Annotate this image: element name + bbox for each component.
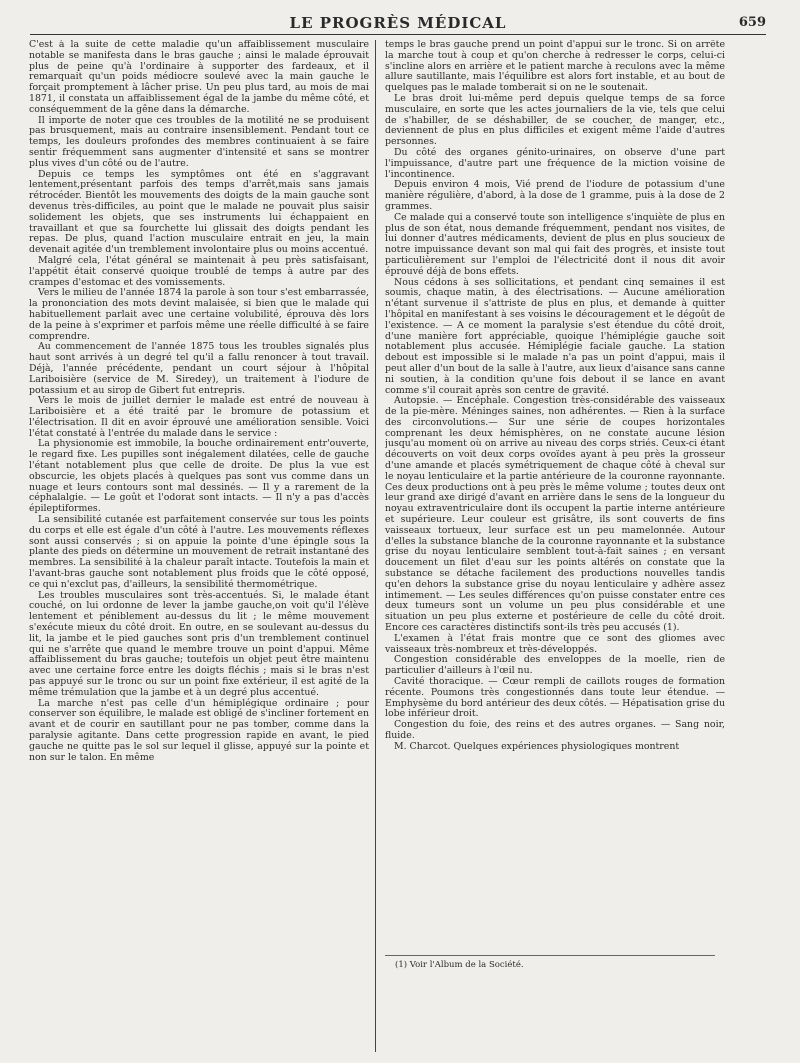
column-divider [375,40,376,1052]
paragraph: La sensibilité cutanée est parfaitement conservée sur tous les points du corps et elle est égale d'un côté à l'autre. Les mouvements réflexes sont aussi conservés ; si on appuie la pointe d'une épingle sous la plante des pieds on détermine un mouvement de retrait instantané des membres. La sensibilité à la chaleur paraît intacte. Toutefois la main et l'avant-bras gauche sont notablement plus froids que le côté opposé, ce qui n'exclut pas, d'ailleurs, la sensibilité thermométrique. [29,514,369,590]
paragraph: Nous cédons à ses sollicitations, et pendant cinq semaines il est soumis, chaque matin, à des électrisations. — Aucune amélioration n'étant survenue il s'attriste de plus en plus, et demande à quitter l'hôpital en manifestant à ses voisins le découragement et le dégoût de l'existence. — A ce moment la paralysie s'est étendue du côté droit, d'une manière fort appréciable, quoique l'hémiplégie gauche soit notablement plus accusée. Hémiplégie faciale gauche. La station debout est impossible si le malade n'a pas un point d'appui, mais il peut aller d'un bout de la salle à l'autre, aux lieux d'aisance sans canne ni soutien, à la condition qu'une fois debout il se lance en avant comme s'il courait après son centre de gravité. [385,276,725,396]
paragraph: Autopsie. — Encéphale. Congestion très-considérable des vaisseaux de la pie-mère. Méninges saines, non adhérentes. — Rien à la surface des circonvolutions.— Sur une série de coupes horizontales comprenant les deux hémisphères, on ne constate aucune lésion jusqu'au moment où on arrive au niveau des corps striés. Ceux-ci étant découverts on voit deux corps ovoïdes ayant à peu près la grosseur d'une amande et placés symétriquement de chaque côté à cheval sur le noyau lenticulaire et la partie antérieure de la couronne rayonnante. Ces deux productions ont à peu près le même volume ; toutes deux ont leur grand axe dirigé d'avant en arrière dans le sens de la longueur du noyau extraventriculaire dont ils occupent la partie interne antérieure et supérieure. Leur couleur est grisâtre, ils sont couverts de fins vaisseaux tortueux, leur surface est un peu mamelonnée. Autour d'elles la substance blanche de la couronne rayonnante et la substance grise du noyau lenticulaire semblent tout-à-fait saines ; en versant doucement un filet d'eau sur les points altérés on constate que la substance se détache facilement des productions nouvelles tandis qu'en dehors la substance grise du noyau lenticulaire y adhère assez intimement. — Les seules différences qu'on puisse constater entre ces deux tumeurs sont un volume un peu plus considérable et une situation un peu plus externe et postérieure de celle du côté droit. Encore ces caractères distinctifs sont-ils très peu accusés (1). [385,395,725,634]
paragraph: Le bras droit lui-même perd depuis quelque temps de sa force musculaire, en sorte que les actes journaliers de la vie, tels que celui de s'habiller, de se déshabiller, de se coucher, de manger, etc., deviennent de plus en plus difficiles et exigent même l'aide d'autres personnes. [385,92,725,148]
footnote: (1) Voir l'Album de la Société. [395,960,524,970]
paragraph: La physionomie est immobile, la bouche ordinairement entr'ouverte, le regard fixe. Les pupilles sont inégalement dilatées, celle de gauche l'étant notablement plus que celle de droite. De plus la vue est obscurcie, les objets placés à quelques pas sont vus comme dans un nuage et leurs contours sont mal dessinés. — Il y a rarement de la céphalalgie. — Le goût et l'odorat sont intacts. — Il n'y a pas d'accès épileptiformes. [29,438,369,515]
paragraph: Vers le milieu de l'année 1874 la parole à son tour s'est embarrassée, la prononciation des mots devint malaisée, si bien que le malade qui habituellement parlait avec une certaine volubilité, éprouva dès lors de la peine à s'exprimer et parfois même une réelle difficulté à se faire comprendre. [29,287,369,342]
paragraph: La marche n'est pas celle d'un hémiplégique ordinaire ; pour conserver son équilibre, le malade est obligé de s'incliner fortement en avant et de courir en sautillant pour ne pas tomber, comme dans la paralysie agitante. Dans cette progression rapide en avant, le pied gauche ne quitte pas le sol sur lequel il glisse, appuyé sur la pointe et non sur le talon. En même [29,697,369,763]
paragraph: Au commencement de l'année 1875 tous les troubles signalés plus haut sont arrivés à un degré tel qu'il a fallu renoncer à tout travail. Déjà, l'année précédente, pendant un court séjour à l'hôpital Lariboisière (service de M. Siredey), un traitement à l'iodure de potassium et au sirop de Gibert fut entrepris. [29,341,369,396]
paragraph: L'examen à l'état frais montre que ce sont des gliomes avec vaisseaux très-nombreux et très-développés. [385,632,725,655]
paragraph: Cavité thoracique. — Cœur rempli de caillots rouges de formation récente. Poumons très congestionnés dans toute leur étendue. — Emphysème du bord antérieur des deux côtés. — Hépatisation grise du lobe inférieur droit. [385,676,725,720]
footnote-rule [385,955,715,956]
paragraph: Il importe de noter que ces troubles de la motilité ne se produisent pas brusquement, mais au contraire insensiblement. Pendant tout ce temps, les douleurs profondes des membres continuaient à se faire sentir fréquemment sans augmenter d'intensité et sans se montrer plus vives d'un côté ou de l'autre. [29,114,369,169]
paragraph: Du côté des organes génito-urinaires, on observe d'une part l'impuissance, d'autre part une fréquence de la miction voisine de l'incontinence. [385,146,725,180]
paragraph: Les troubles musculaires sont très-accentués. Si, le malade étant couché, on lui ordonne de lever la jambe gauche,on voit qu'il l'élève lentement et péniblement au-dessus du lit ; le même mouvement s'exécute mieux du côté droit. En outre, en se soulevant au-dessus du lit, la jambe et le pied gauches sont pris d'un tremblement continuel qui ne s'arrête que quand le membre trouve un point d'appui. Même affaiblissement du bras gauche; toutefois un objet peut être maintenu avec une certaine force entre les doigts fléchis ; mais si le bras n'est pas appuyé sur le tronc ou sur un point fixe extérieur, il est agité de la même trémulation que la jambe et à un degré plus accentué. [29,589,369,698]
page-number: 659 [738,15,766,30]
page-header [30,12,766,35]
left-column [29,40,369,1062]
paragraph: Congestion du foie, des reins et des autres organes. — Sang noir, fluide. [385,719,725,741]
paragraph: Ce malade qui a conservé toute son intelligence s'inquiète de plus en plus de son état, nous demande fréquemment, pendant nos visites, de lui donner d'autres médicaments, devient de plus en plus soucieux de notre impuissance devant son mal qui fait des progrès, et insiste tout particulièrement sur l'emploi de l'électricité dont il nous dit avoir éprouvé déjà de bons effets. [385,211,725,277]
paragraph: Vers le mois de juillet dernier le malade est entré de nouveau à Lariboisière et a été traité par le bromure de potassium et l'électrisation. Il dit en avoir éprouvé une amélioration sensible. Voici l'état constaté à l'entrée du malade dans le service : [29,395,369,439]
paragraph: M. Charcot. Quelques expériences physiologiques montrent [394,740,680,752]
right-column [385,40,725,940]
paragraph: Depuis ce temps les symptômes ont été en s'aggravant lentement,présentant parfois des temps d'arrêt,mais sans jamais rétrocéder. Bientôt les mouvements des doigts de la main gauche sont devenus très-difficiles, au point que le malade ne pouvait plus saisir solidement les objets, que ses instruments lui échappaient en travaillant et que sa fourchette lui glissait des doigts pendant les repas. De plus, quand l'action musculaire entrait en jeu, la main devenait agitée d'un tremblement involontaire plus ou moins accentué. [29,168,369,256]
paragraph: C'est à la suite de cette maladie qu'un affaiblissement musculaire notable se manifesta dans le bras gauche ; ainsi le malade éprouvait plus de peine qu'à l'ordinaire à supporter des fardeaux, et il remarquait qu'un poids médiocre soulevé avec la main gauche le forçait promptement à lâcher prise. Un peu plus tard, au mois de mai 1871, il constata un affaiblissement égal de la jambe du même côté, et conséquemment de la gêne dans la démarche. [29,40,369,115]
running-title: LE PROGRÈS MÉDICAL [289,14,507,32]
paragraph: Congestion considérable des enveloppes de la moelle, rien de particulier d'ailleurs à l'œil nu. [385,654,725,677]
paragraph: temps le bras gauche prend un point d'appui sur le tronc. Si on arrête la marche tout à coup et qu'on cherche à redresser le corps, celui-ci s'incline alors en arrière et le patient marche à reculons avec la même allure sautillante, mais l'équilibre est alors fort instable, et au bout de quelques pas le malade tomberait si on ne le soutenait. [385,40,725,94]
paragraph: Malgré cela, l'état général se maintenait à peu près satisfaisant, l'appétit était conservé quoique troublé de temps à autre par des crampes d'estomac et des vomissements. [29,254,369,288]
paragraph: Depuis environ 4 mois, Vié prend de l'iodure de potassium d'une manière régulière, d'abord, à la dose de 1 gramme, puis à la dose de 2 grammes. [385,179,725,212]
